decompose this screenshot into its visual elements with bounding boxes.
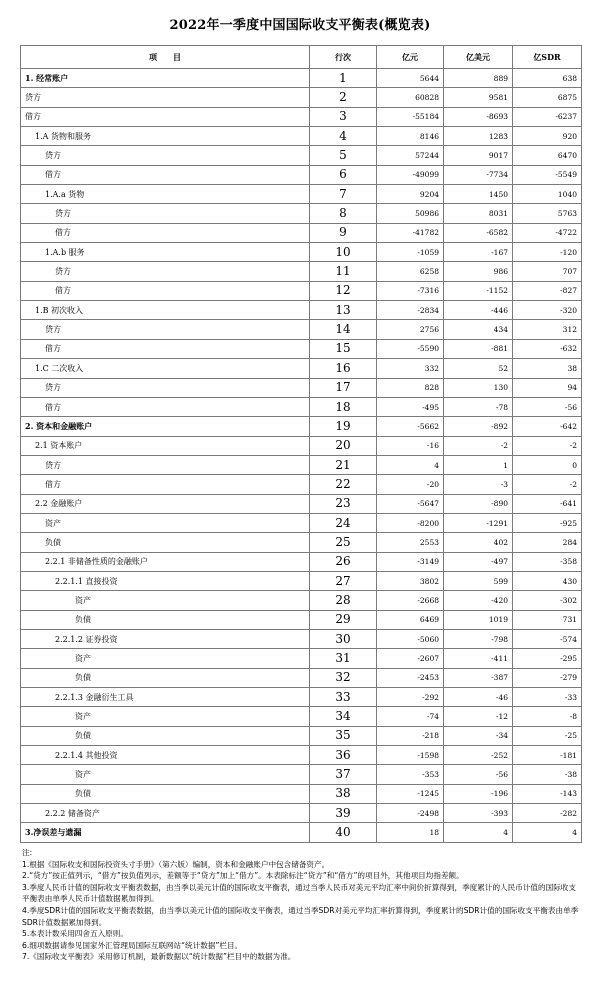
table-row bbox=[21, 784, 582, 803]
line-number-cell: 14 bbox=[310, 320, 377, 339]
header-line: 行次 bbox=[310, 46, 377, 69]
item-cell: 借方 bbox=[21, 281, 310, 300]
table-row bbox=[21, 726, 582, 745]
usd-value-cell: -3 bbox=[444, 475, 513, 494]
cny-value-cell: -2668 bbox=[377, 591, 444, 610]
line-number-cell: 11 bbox=[310, 262, 377, 281]
cny-value-cell: -495 bbox=[377, 397, 444, 416]
sdr-value-cell: -25 bbox=[513, 726, 582, 745]
table-body bbox=[21, 69, 582, 843]
item-cell: 2. 资本和金融账户 bbox=[21, 417, 310, 436]
table-row bbox=[21, 243, 582, 262]
line-number-cell: 36 bbox=[310, 746, 377, 765]
usd-value-cell: -56 bbox=[444, 765, 513, 784]
item-cell: 2.2.1.3 金融衍生工具 bbox=[21, 688, 310, 707]
line-number-cell: 20 bbox=[310, 436, 377, 455]
usd-value-cell: 986 bbox=[444, 262, 513, 281]
item-cell: 贷方 bbox=[21, 262, 310, 281]
note-line: 1.根据《国际收支和国际投资头寸手册》（第六版）编制，资本和金融账户中包含储备资产。 bbox=[22, 859, 330, 869]
sdr-value-cell: 920 bbox=[513, 127, 582, 146]
cny-value-cell: -5662 bbox=[377, 417, 444, 436]
note-line: 4.季度SDR计值的国际收支平衡表数据，由当季以美元计值的国际收支平衡表，通过当季SDR对美元平均汇率折算得到，季度累计的SDR计值的国际收支平衡表由单季SDR计值数据累加得到。 bbox=[22, 905, 579, 927]
cny-value-cell: -292 bbox=[377, 688, 444, 707]
item-cell: 借方 bbox=[21, 339, 310, 358]
usd-value-cell: -497 bbox=[444, 552, 513, 571]
balance-of-payments-table bbox=[20, 45, 582, 843]
sdr-value-cell: -282 bbox=[513, 804, 582, 823]
sdr-value-cell: -641 bbox=[513, 494, 582, 513]
item-cell: 1.B 初次收入 bbox=[21, 301, 310, 320]
cny-value-cell: 50986 bbox=[377, 204, 444, 223]
table-row bbox=[21, 165, 582, 184]
cny-value-cell: 18 bbox=[377, 823, 444, 842]
item-cell: 1.A.a 货物 bbox=[21, 185, 310, 204]
usd-value-cell: 9017 bbox=[444, 146, 513, 165]
cny-value-cell: 4 bbox=[377, 455, 444, 474]
usd-value-cell: -12 bbox=[444, 707, 513, 726]
item-cell: 资产 bbox=[21, 707, 310, 726]
cny-value-cell: 332 bbox=[377, 359, 444, 378]
item-cell: 2.2.1 非储备性质的金融账户 bbox=[21, 552, 310, 571]
table-row bbox=[21, 649, 582, 668]
cny-value-cell: -5647 bbox=[377, 494, 444, 513]
cny-value-cell: -1059 bbox=[377, 243, 444, 262]
cny-value-cell: -49099 bbox=[377, 165, 444, 184]
table-row bbox=[21, 185, 582, 204]
cny-value-cell: -218 bbox=[377, 726, 444, 745]
cny-value-cell: 9204 bbox=[377, 185, 444, 204]
item-cell: 2.2.2 储备资产 bbox=[21, 804, 310, 823]
table-row bbox=[21, 397, 582, 416]
usd-value-cell: -252 bbox=[444, 746, 513, 765]
line-number-cell: 9 bbox=[310, 223, 377, 242]
sdr-value-cell: -33 bbox=[513, 688, 582, 707]
line-number-cell: 32 bbox=[310, 668, 377, 687]
item-cell: 3.净误差与遗漏 bbox=[21, 823, 310, 842]
table-row bbox=[21, 88, 582, 107]
item-cell: 资产 bbox=[21, 765, 310, 784]
cny-value-cell: -16 bbox=[377, 436, 444, 455]
usd-value-cell: 434 bbox=[444, 320, 513, 339]
line-number-cell: 7 bbox=[310, 185, 377, 204]
table-row bbox=[21, 591, 582, 610]
line-number-cell: 17 bbox=[310, 378, 377, 397]
item-cell: 资产 bbox=[21, 513, 310, 532]
sdr-value-cell: -5549 bbox=[513, 165, 582, 184]
line-number-cell: 19 bbox=[310, 417, 377, 436]
table-row bbox=[21, 223, 582, 242]
sdr-value-cell: 312 bbox=[513, 320, 582, 339]
table-row bbox=[21, 378, 582, 397]
sdr-value-cell: -642 bbox=[513, 417, 582, 436]
line-number-cell: 21 bbox=[310, 455, 377, 474]
item-cell: 负债 bbox=[21, 668, 310, 687]
sdr-value-cell: -6237 bbox=[513, 107, 582, 126]
table-row bbox=[21, 533, 582, 552]
note-line: 7.《国际收支平衡表》采用修订机制，最新数据以“统计数据”栏目中的数据为准。 bbox=[22, 952, 296, 962]
line-number-cell: 18 bbox=[310, 397, 377, 416]
line-number-cell: 5 bbox=[310, 146, 377, 165]
usd-value-cell: 9581 bbox=[444, 88, 513, 107]
cny-value-cell: -74 bbox=[377, 707, 444, 726]
table-row bbox=[21, 281, 582, 300]
sdr-value-cell: 0 bbox=[513, 455, 582, 474]
cny-value-cell: 828 bbox=[377, 378, 444, 397]
usd-value-cell: -8693 bbox=[444, 107, 513, 126]
item-cell: 贷方 bbox=[21, 146, 310, 165]
note-line: 3.季度人民币计值的国际收支平衡表数据，由当季以美元计值的国际收支平衡表，通过当季人民币对美元平均汇率中间价折算得到，季度累计的人民币计值的国际收支平衡表由单季人民币计值数据累加得到。 bbox=[22, 882, 576, 904]
cny-value-cell: -2453 bbox=[377, 668, 444, 687]
item-cell: 负债 bbox=[21, 610, 310, 629]
sdr-value-cell: 94 bbox=[513, 378, 582, 397]
usd-value-cell: 4 bbox=[444, 823, 513, 842]
cny-value-cell: -20 bbox=[377, 475, 444, 494]
item-cell: 负债 bbox=[21, 784, 310, 803]
cny-value-cell: 5644 bbox=[377, 69, 444, 88]
usd-value-cell: -881 bbox=[444, 339, 513, 358]
sdr-value-cell: 4 bbox=[513, 823, 582, 842]
line-number-cell: 33 bbox=[310, 688, 377, 707]
usd-value-cell: -1291 bbox=[444, 513, 513, 532]
item-cell: 2.2.1.2 证券投资 bbox=[21, 629, 310, 648]
cny-value-cell: -41782 bbox=[377, 223, 444, 242]
table-row bbox=[21, 475, 582, 494]
line-number-cell: 25 bbox=[310, 533, 377, 552]
cny-value-cell: -2834 bbox=[377, 301, 444, 320]
table-row bbox=[21, 417, 582, 436]
table-row bbox=[21, 146, 582, 165]
table-row bbox=[21, 127, 582, 146]
note-line: 5.本表计数采用四舍五入原则。 bbox=[22, 929, 128, 939]
cny-value-cell: -8200 bbox=[377, 513, 444, 532]
sdr-value-cell: 284 bbox=[513, 533, 582, 552]
line-number-cell: 1 bbox=[310, 69, 377, 88]
usd-value-cell: 402 bbox=[444, 533, 513, 552]
usd-value-cell: -1152 bbox=[444, 281, 513, 300]
usd-value-cell: -34 bbox=[444, 726, 513, 745]
table-row bbox=[21, 513, 582, 532]
line-number-cell: 24 bbox=[310, 513, 377, 532]
line-number-cell: 12 bbox=[310, 281, 377, 300]
sdr-value-cell: 430 bbox=[513, 571, 582, 590]
line-number-cell: 40 bbox=[310, 823, 377, 842]
cny-value-cell: 2553 bbox=[377, 533, 444, 552]
usd-value-cell: -7734 bbox=[444, 165, 513, 184]
line-number-cell: 6 bbox=[310, 165, 377, 184]
item-cell: 贷方 bbox=[21, 378, 310, 397]
sdr-value-cell: 707 bbox=[513, 262, 582, 281]
table-row bbox=[21, 610, 582, 629]
usd-value-cell: -6582 bbox=[444, 223, 513, 242]
sdr-value-cell: -358 bbox=[513, 552, 582, 571]
item-cell: 贷方 bbox=[21, 204, 310, 223]
table-row bbox=[21, 494, 582, 513]
header-item: 项 目 bbox=[21, 46, 310, 69]
usd-value-cell: -46 bbox=[444, 688, 513, 707]
sdr-value-cell: 6470 bbox=[513, 146, 582, 165]
line-number-cell: 2 bbox=[310, 88, 377, 107]
usd-value-cell: -446 bbox=[444, 301, 513, 320]
cny-value-cell: 6469 bbox=[377, 610, 444, 629]
item-cell: 借方 bbox=[21, 165, 310, 184]
item-cell: 2.2.1.4 其他投资 bbox=[21, 746, 310, 765]
usd-value-cell: -892 bbox=[444, 417, 513, 436]
sdr-value-cell: -574 bbox=[513, 629, 582, 648]
item-cell: 2.1 资本账户 bbox=[21, 436, 310, 455]
usd-value-cell: 889 bbox=[444, 69, 513, 88]
sdr-value-cell: -181 bbox=[513, 746, 582, 765]
cny-value-cell: -5590 bbox=[377, 339, 444, 358]
usd-value-cell: 8031 bbox=[444, 204, 513, 223]
usd-value-cell: 1283 bbox=[444, 127, 513, 146]
table-row bbox=[21, 69, 582, 88]
line-number-cell: 35 bbox=[310, 726, 377, 745]
line-number-cell: 28 bbox=[310, 591, 377, 610]
item-cell: 负债 bbox=[21, 533, 310, 552]
table-row bbox=[21, 320, 582, 339]
sdr-value-cell: -302 bbox=[513, 591, 582, 610]
sdr-value-cell: -38 bbox=[513, 765, 582, 784]
line-number-cell: 4 bbox=[310, 127, 377, 146]
cny-value-cell: -3149 bbox=[377, 552, 444, 571]
sdr-value-cell: -143 bbox=[513, 784, 582, 803]
line-number-cell: 8 bbox=[310, 204, 377, 223]
line-number-cell: 26 bbox=[310, 552, 377, 571]
page-title: 2022年一季度中国国际收支平衡表(概览表) bbox=[169, 18, 431, 33]
item-cell: 1.C 二次收入 bbox=[21, 359, 310, 378]
item-cell: 贷方 bbox=[21, 320, 310, 339]
item-cell: 2.2 金融账户 bbox=[21, 494, 310, 513]
item-cell: 借方 bbox=[21, 107, 310, 126]
line-number-cell: 23 bbox=[310, 494, 377, 513]
usd-value-cell: 1450 bbox=[444, 185, 513, 204]
usd-value-cell: 1019 bbox=[444, 610, 513, 629]
usd-value-cell: -387 bbox=[444, 668, 513, 687]
sdr-value-cell: -120 bbox=[513, 243, 582, 262]
item-cell: 1.A.b 服务 bbox=[21, 243, 310, 262]
table-row bbox=[21, 707, 582, 726]
header-sdr: 亿SDR bbox=[513, 46, 582, 69]
cny-value-cell: 60828 bbox=[377, 88, 444, 107]
line-number-cell: 34 bbox=[310, 707, 377, 726]
line-number-cell: 10 bbox=[310, 243, 377, 262]
cny-value-cell: -2607 bbox=[377, 649, 444, 668]
header-usd: 亿美元 bbox=[444, 46, 513, 69]
table-row bbox=[21, 823, 582, 842]
item-cell: 资产 bbox=[21, 591, 310, 610]
cny-value-cell: -1598 bbox=[377, 746, 444, 765]
line-number-cell: 3 bbox=[310, 107, 377, 126]
line-number-cell: 38 bbox=[310, 784, 377, 803]
item-cell: 贷方 bbox=[21, 455, 310, 474]
table-header-row bbox=[21, 46, 582, 69]
cny-value-cell: 8146 bbox=[377, 127, 444, 146]
usd-value-cell: -2 bbox=[444, 436, 513, 455]
line-number-cell: 30 bbox=[310, 629, 377, 648]
table-row bbox=[21, 339, 582, 358]
item-cell: 贷方 bbox=[21, 88, 310, 107]
note-line: 6.细项数据请参见国家外汇管理局国际互联网站“统计数据”栏目。 bbox=[22, 940, 243, 950]
usd-value-cell: 1 bbox=[444, 455, 513, 474]
header-cny: 亿元 bbox=[377, 46, 444, 69]
usd-value-cell: -196 bbox=[444, 784, 513, 803]
table-row bbox=[21, 262, 582, 281]
line-number-cell: 13 bbox=[310, 301, 377, 320]
sdr-value-cell: -2 bbox=[513, 475, 582, 494]
sdr-value-cell: 38 bbox=[513, 359, 582, 378]
item-cell: 资产 bbox=[21, 649, 310, 668]
item-cell: 2.2.1.1 直接投资 bbox=[21, 571, 310, 590]
cny-value-cell: -7316 bbox=[377, 281, 444, 300]
table-row bbox=[21, 571, 582, 590]
sdr-value-cell: 6875 bbox=[513, 88, 582, 107]
table-row bbox=[21, 204, 582, 223]
table-row bbox=[21, 359, 582, 378]
sdr-value-cell: -56 bbox=[513, 397, 582, 416]
note-line: 2.“贷方”按正值列示，“借方”按负值列示，差额等于“贷方”加上“借方”。本表除标注“贷方”和“借方”的项目外，其他项目均指差额。 bbox=[22, 871, 464, 881]
sdr-value-cell: -925 bbox=[513, 513, 582, 532]
usd-value-cell: 52 bbox=[444, 359, 513, 378]
sdr-value-cell: -632 bbox=[513, 339, 582, 358]
item-cell: 借方 bbox=[21, 223, 310, 242]
usd-value-cell: -393 bbox=[444, 804, 513, 823]
cny-value-cell: 3802 bbox=[377, 571, 444, 590]
sdr-value-cell: -2 bbox=[513, 436, 582, 455]
sdr-value-cell: -320 bbox=[513, 301, 582, 320]
cny-value-cell: 57244 bbox=[377, 146, 444, 165]
usd-value-cell: -78 bbox=[444, 397, 513, 416]
table-row bbox=[21, 301, 582, 320]
line-number-cell: 39 bbox=[310, 804, 377, 823]
item-cell: 借方 bbox=[21, 475, 310, 494]
table-row bbox=[21, 436, 582, 455]
table-row bbox=[21, 688, 582, 707]
sdr-value-cell: 5763 bbox=[513, 204, 582, 223]
cny-value-cell: -353 bbox=[377, 765, 444, 784]
table-row bbox=[21, 804, 582, 823]
cny-value-cell: 2756 bbox=[377, 320, 444, 339]
usd-value-cell: 599 bbox=[444, 571, 513, 590]
usd-value-cell: -890 bbox=[444, 494, 513, 513]
sdr-value-cell: -827 bbox=[513, 281, 582, 300]
cny-value-cell: -55184 bbox=[377, 107, 444, 126]
usd-value-cell: -167 bbox=[444, 243, 513, 262]
notes-section bbox=[22, 847, 582, 963]
cny-value-cell: -1245 bbox=[377, 784, 444, 803]
sdr-value-cell: 731 bbox=[513, 610, 582, 629]
cny-value-cell: -5060 bbox=[377, 629, 444, 648]
line-number-cell: 16 bbox=[310, 359, 377, 378]
table-row bbox=[21, 107, 582, 126]
item-cell: 1.A 货物和服务 bbox=[21, 127, 310, 146]
table-row bbox=[21, 552, 582, 571]
sdr-value-cell: -8 bbox=[513, 707, 582, 726]
table-row bbox=[21, 746, 582, 765]
usd-value-cell: -798 bbox=[444, 629, 513, 648]
item-cell: 借方 bbox=[21, 397, 310, 416]
table-row bbox=[21, 629, 582, 648]
line-number-cell: 27 bbox=[310, 571, 377, 590]
usd-value-cell: -420 bbox=[444, 591, 513, 610]
table-row bbox=[21, 455, 582, 474]
item-cell: 负债 bbox=[21, 726, 310, 745]
line-number-cell: 29 bbox=[310, 610, 377, 629]
usd-value-cell: 130 bbox=[444, 378, 513, 397]
line-number-cell: 37 bbox=[310, 765, 377, 784]
sdr-value-cell: -295 bbox=[513, 649, 582, 668]
sdr-value-cell: -4722 bbox=[513, 223, 582, 242]
cny-value-cell: 6258 bbox=[377, 262, 444, 281]
sdr-value-cell: 1040 bbox=[513, 185, 582, 204]
table-row bbox=[21, 668, 582, 687]
line-number-cell: 31 bbox=[310, 649, 377, 668]
sdr-value-cell: 638 bbox=[513, 69, 582, 88]
table-row bbox=[21, 765, 582, 784]
item-cell: 1. 经常账户 bbox=[21, 69, 310, 88]
line-number-cell: 22 bbox=[310, 475, 377, 494]
usd-value-cell: -411 bbox=[444, 649, 513, 668]
note-line: 注: bbox=[22, 848, 33, 857]
sdr-value-cell: -279 bbox=[513, 668, 582, 687]
line-number-cell: 15 bbox=[310, 339, 377, 358]
cny-value-cell: -2498 bbox=[377, 804, 444, 823]
